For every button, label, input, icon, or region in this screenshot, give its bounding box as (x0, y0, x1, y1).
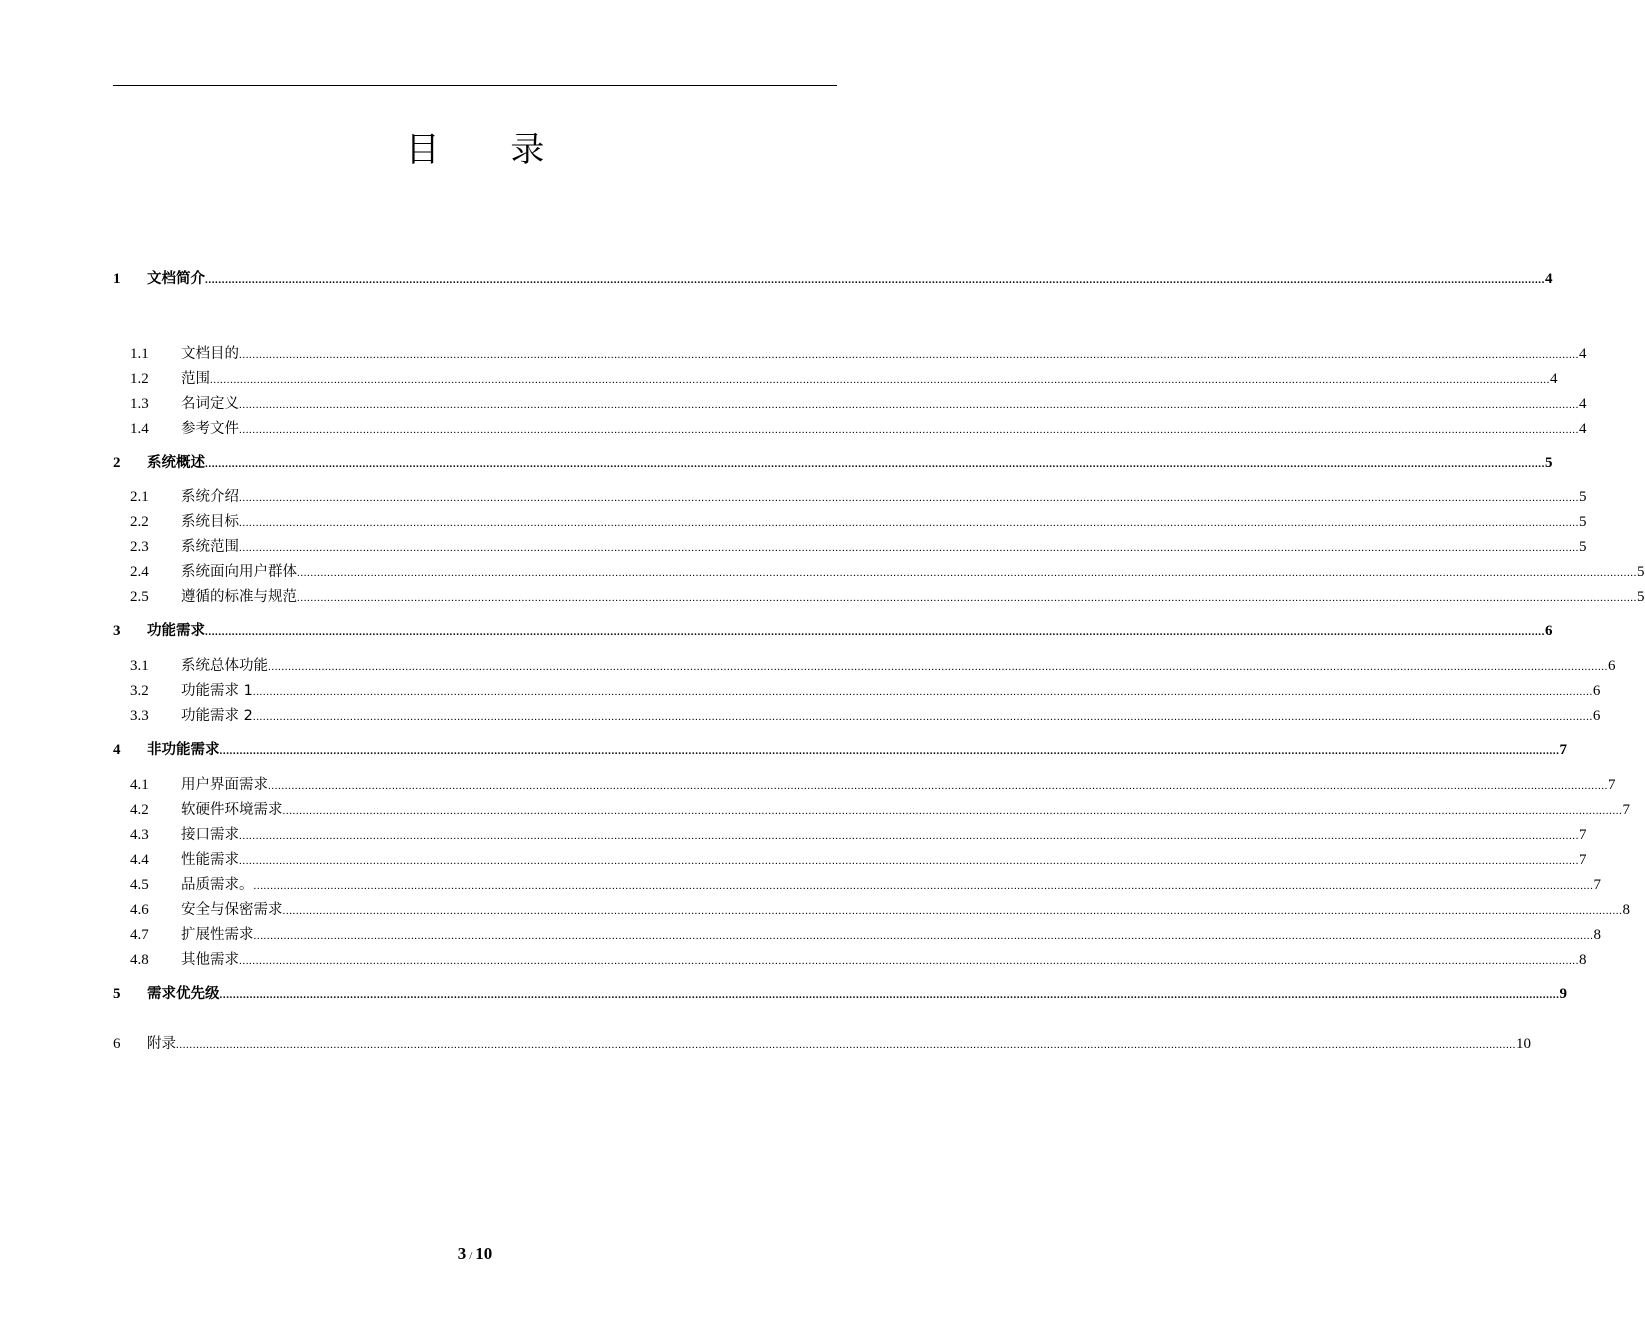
toc-entry[interactable] (113, 850, 1587, 870)
toc-title: 扩展性需求 (181, 927, 254, 943)
toc-title: 功能需求 (147, 623, 205, 639)
toc-entry[interactable] (113, 512, 1587, 532)
toc-page-number: 4 (1579, 421, 1587, 437)
dot-leader: ................................................................................................................................................................................................................................................................................................................................................................................................................ (239, 955, 1579, 967)
page-title: 目 录 (405, 130, 575, 170)
dot-leader: ................................................................................................................................................................................................................................................................................................................................................................................................................ (239, 349, 1579, 361)
dot-leader: ................................................................................................................................................................................................................................................................................................................................................................................................................ (239, 855, 1579, 867)
toc-number: 3 (113, 623, 121, 639)
toc-title: 软硬件环境需求 (181, 802, 283, 818)
toc-number: 4.3 (130, 827, 149, 843)
toc-number: 1.3 (130, 396, 149, 412)
toc-number: 4.4 (130, 852, 149, 868)
toc-page-number: 5 (1545, 455, 1553, 471)
toc-title: 范围 (181, 371, 210, 387)
toc-number: 1.4 (130, 421, 149, 437)
toc-entry[interactable] (113, 875, 1601, 895)
toc-number: 4.1 (130, 777, 149, 793)
toc-page-number: 8 (1579, 952, 1587, 968)
toc-title: 系统范围 (181, 539, 239, 555)
dot-leader: ................................................................................................................................................................................................................................................................................................................................................................................................................ (210, 374, 1550, 386)
toc-number: 2.2 (130, 514, 149, 530)
toc-number: 4.7 (130, 927, 149, 943)
toc-entry[interactable] (113, 775, 1616, 795)
toc-entry[interactable] (113, 740, 1567, 760)
toc-number: 2.5 (130, 589, 149, 605)
toc-number: 3.2 (130, 683, 149, 699)
toc-page-number: 6 (1545, 623, 1553, 639)
toc-number: 4 (113, 742, 121, 758)
toc-page-number: 5 (1637, 564, 1645, 580)
toc-number: 4.6 (130, 902, 149, 918)
dot-leader: ................................................................................................................................................................................................................................................................................................................................................................................................................ (252, 686, 1593, 698)
toc-page-number: 4 (1579, 396, 1587, 412)
toc-title: 用户界面需求 (181, 777, 268, 793)
toc-title: 其他需求 (181, 952, 239, 968)
toc-title: 参考文件 (181, 421, 239, 437)
toc-page-number: 7 (1593, 877, 1601, 893)
toc-entry[interactable] (113, 706, 1601, 726)
toc-entry[interactable] (113, 984, 1567, 1004)
toc-entry[interactable] (113, 681, 1601, 701)
toc-number: 2.3 (130, 539, 149, 555)
dot-leader: ................................................................................................................................................................................................................................................................................................................................................................................................................ (282, 905, 1623, 917)
toc-entry[interactable] (113, 656, 1616, 676)
page-footer (0, 1243, 950, 1267)
toc-entry[interactable] (113, 925, 1601, 945)
toc-title: 系统总体功能 (181, 658, 268, 674)
current-page-number: 3 (457, 1244, 467, 1263)
dot-leader: ................................................................................................................................................................................................................................................................................................................................................................................................................ (282, 805, 1623, 817)
header-rule (113, 85, 837, 86)
toc-title: 文档目的 (181, 346, 239, 362)
toc-title: 文档简介 (147, 271, 205, 287)
dot-leader: ................................................................................................................................................................................................................................................................................................................................................................................................................ (239, 830, 1579, 842)
toc-title: 功能需求 2 (181, 708, 253, 724)
toc-title: 附录 (147, 1036, 176, 1052)
page-separator: / (469, 1250, 473, 1262)
toc-page-number: 4 (1550, 371, 1558, 387)
toc-entry[interactable] (113, 419, 1587, 439)
toc-number: 3.3 (130, 708, 149, 724)
toc-title: 需求优先级 (147, 986, 220, 1002)
toc-page-number: 7 (1579, 852, 1587, 868)
toc-entry[interactable] (113, 950, 1587, 970)
toc-entry[interactable] (113, 900, 1630, 920)
toc-number: 6 (113, 1036, 121, 1052)
toc-title: 系统面向用户群体 (181, 564, 297, 580)
toc-number: 2 (113, 455, 121, 471)
toc-number: 4.2 (130, 802, 149, 818)
toc-page-number: 7 (1579, 827, 1587, 843)
toc-entry[interactable] (113, 562, 1645, 582)
toc-number: 1 (113, 271, 121, 287)
toc-number: 2.4 (130, 564, 149, 580)
toc-page-number: 7 (1608, 777, 1616, 793)
toc-entry[interactable] (113, 369, 1558, 389)
toc-page-number: 10 (1516, 1036, 1531, 1052)
toc-entry[interactable] (113, 587, 1645, 607)
toc-entry[interactable] (113, 800, 1630, 820)
toc-page-number: 7 (1622, 802, 1630, 818)
toc-page-number: 7 (1559, 742, 1567, 758)
toc-title: 名词定义 (181, 396, 239, 412)
toc-entry[interactable] (113, 453, 1553, 473)
toc-title: 系统概述 (147, 455, 205, 471)
toc-title: 接口需求 (181, 827, 239, 843)
toc-page-number: 9 (1559, 986, 1567, 1002)
toc-title: 非功能需求 (147, 742, 220, 758)
dot-leader: ................................................................................................................................................................................................................................................................................................................................................................................................................ (268, 661, 1608, 673)
toc-entry[interactable] (113, 537, 1587, 557)
toc-number: 5 (113, 986, 121, 1002)
dot-leader: ................................................................................................................................................................................................................................................................................................................................................................................................................ (297, 567, 1637, 579)
toc-entry[interactable] (113, 621, 1553, 641)
toc-page-number: 6 (1608, 658, 1616, 674)
toc-entry[interactable] (113, 394, 1587, 414)
toc-entry[interactable] (113, 344, 1587, 364)
dot-leader: ................................................................................................................................................................................................................................................................................................................................................................................................................ (252, 711, 1593, 723)
toc-title: 遵循的标准与规范 (181, 589, 297, 605)
dot-leader: ................................................................................................................................................................................................................................................................................................................................................................................................................ (205, 274, 1545, 286)
total-page-count: 10 (475, 1244, 493, 1263)
dot-leader: ................................................................................................................................................................................................................................................................................................................................................................................................................ (253, 880, 1594, 892)
dot-leader: ................................................................................................................................................................................................................................................................................................................................................................................................................ (176, 1039, 1516, 1051)
toc-page-number: 5 (1579, 539, 1587, 555)
toc-title: 功能需求 1 (181, 683, 253, 699)
toc-number: 4.5 (130, 877, 149, 893)
toc-title: 品质需求。 (181, 877, 254, 893)
toc-number: 3.1 (130, 658, 149, 674)
toc-page-number: 8 (1622, 902, 1630, 918)
dot-leader: ................................................................................................................................................................................................................................................................................................................................................................................................................ (239, 517, 1579, 529)
toc-title: 安全与保密需求 (181, 902, 283, 918)
toc-entry[interactable] (113, 269, 1553, 289)
dot-leader: ................................................................................................................................................................................................................................................................................................................................................................................................................ (253, 930, 1594, 942)
toc-number: 2.1 (130, 489, 149, 505)
toc-page-number: 5 (1579, 489, 1587, 505)
dot-leader: ................................................................................................................................................................................................................................................................................................................................................................................................................ (239, 492, 1579, 504)
toc-number: 1.2 (130, 371, 149, 387)
toc-entry[interactable] (113, 487, 1587, 507)
toc-page-number: 8 (1593, 927, 1601, 943)
toc-page-number: 5 (1579, 514, 1587, 530)
toc-title: 系统目标 (181, 514, 239, 530)
toc-entry[interactable] (113, 1034, 1531, 1054)
dot-leader: ................................................................................................................................................................................................................................................................................................................................................................................................................ (239, 424, 1579, 436)
dot-leader: ................................................................................................................................................................................................................................................................................................................................................................................................................ (219, 745, 1560, 757)
dot-leader: ................................................................................................................................................................................................................................................................................................................................................................................................................ (239, 542, 1579, 554)
dot-leader: ................................................................................................................................................................................................................................................................................................................................................................................................................ (297, 592, 1637, 604)
dot-leader: ................................................................................................................................................................................................................................................................................................................................................................................................................ (205, 626, 1545, 638)
dot-leader: ................................................................................................................................................................................................................................................................................................................................................................................................................ (239, 399, 1579, 411)
toc-page-number: 6 (1592, 708, 1601, 724)
toc-page-number: 5 (1637, 589, 1645, 605)
toc-title: 性能需求 (181, 852, 239, 868)
dot-leader: ................................................................................................................................................................................................................................................................................................................................................................................................................ (219, 989, 1560, 1001)
toc-entry[interactable] (113, 825, 1587, 845)
toc-page-number: 4 (1579, 346, 1587, 362)
toc-number: 1.1 (130, 346, 149, 362)
dot-leader: ................................................................................................................................................................................................................................................................................................................................................................................................................ (268, 780, 1608, 792)
toc-title: 系统介绍 (181, 489, 239, 505)
toc-page-number: 6 (1592, 683, 1601, 699)
dot-leader: ................................................................................................................................................................................................................................................................................................................................................................................................................ (205, 458, 1545, 470)
toc-number: 4.8 (130, 952, 149, 968)
toc-page-number: 4 (1545, 271, 1553, 287)
